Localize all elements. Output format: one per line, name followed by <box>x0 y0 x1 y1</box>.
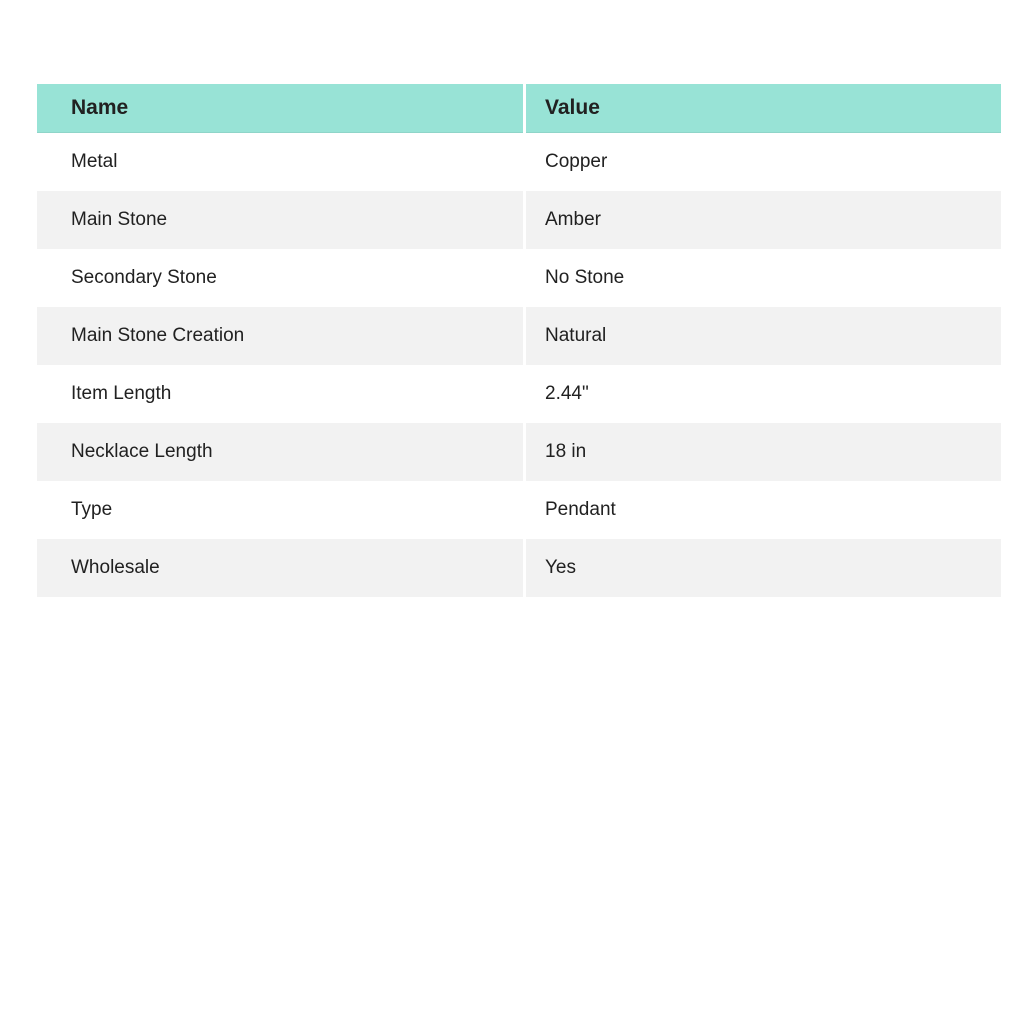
attribute-value-cell: Yes <box>526 539 1001 597</box>
column-header-value: Value <box>526 84 1001 133</box>
attribute-name-cell: Necklace Length <box>37 423 523 481</box>
table-row <box>37 307 1001 365</box>
table-row <box>37 133 1001 191</box>
attribute-value-cell: Natural <box>526 307 1001 365</box>
attribute-name-cell: Main Stone <box>37 191 523 249</box>
table-body <box>37 133 1001 597</box>
table-row <box>37 481 1001 539</box>
table-row <box>37 249 1001 307</box>
table-row <box>37 423 1001 481</box>
table-header-row <box>37 84 1001 133</box>
attribute-name-cell: Secondary Stone <box>37 249 523 307</box>
column-header-name: Name <box>37 84 523 133</box>
table-row <box>37 539 1001 597</box>
table-row <box>37 365 1001 423</box>
attribute-value-cell: Pendant <box>526 481 1001 539</box>
attribute-name-cell: Type <box>37 481 523 539</box>
attribute-value-cell: 18 in <box>526 423 1001 481</box>
attribute-name-cell: Item Length <box>37 365 523 423</box>
attribute-value-cell: 2.44" <box>526 365 1001 423</box>
attribute-value-cell: Copper <box>526 133 1001 191</box>
specifications-table <box>37 84 1001 597</box>
attribute-name-cell: Main Stone Creation <box>37 307 523 365</box>
attribute-value-cell: Amber <box>526 191 1001 249</box>
attribute-name-cell: Wholesale <box>37 539 523 597</box>
table-row <box>37 191 1001 249</box>
attribute-name-cell: Metal <box>37 133 523 191</box>
attribute-value-cell: No Stone <box>526 249 1001 307</box>
